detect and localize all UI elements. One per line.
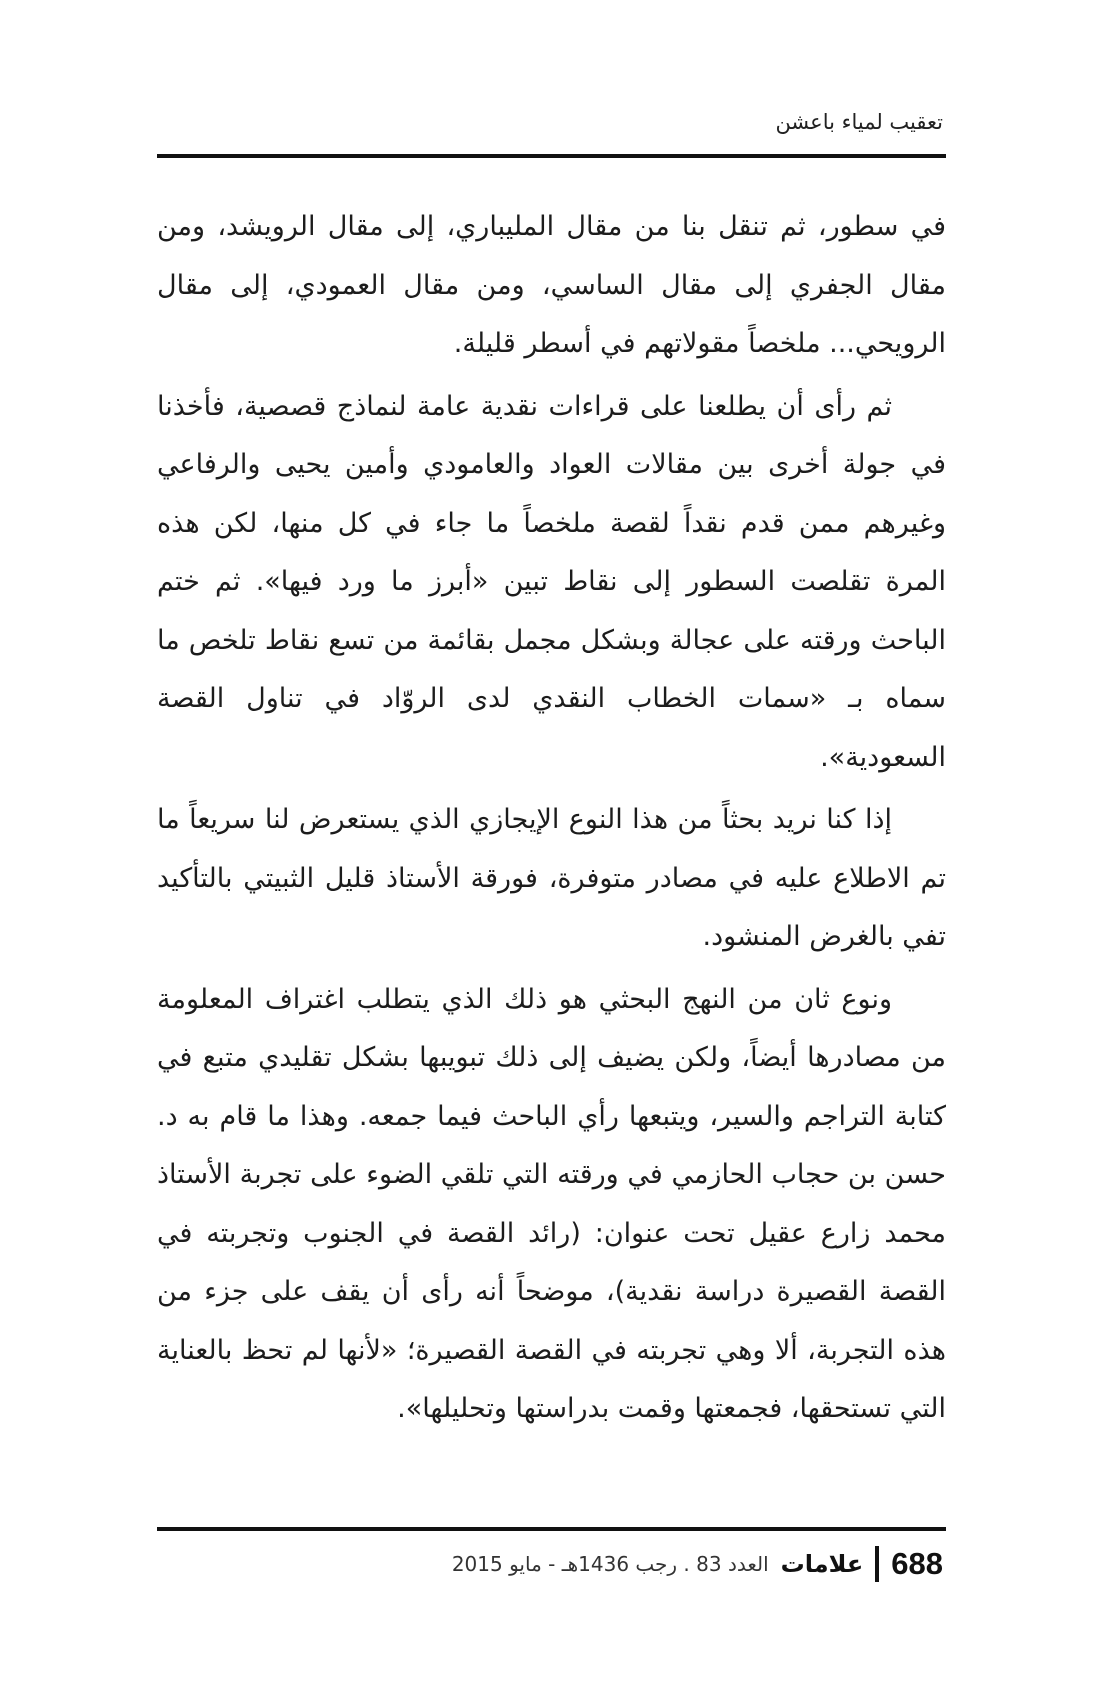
- journal-logo: علامات: [780, 1550, 864, 1578]
- page-number: 688: [891, 1546, 943, 1581]
- paragraph-4: ونوع ثان من النهج البحثي هو ذلك الذي يتطلب اغتراف المعلومة من مصادرها أيضاً، ولكن يضيف إلى ذلك تبويبها بشكل تقليدي متبع في كتابة التراجم والسير، ويتبعها رأي الباحث فيما جمعه. وهذا ما قام به د. حسن بن حجاب الحازمي في ورقته التي تلقي الضوء على تجربة الأستاذ محمد زارع عقيل تحت عنوان: (رائد القصة في الجنوب وتجربته في القصة القصيرة دراسة نقدية)، موضحاً أنه رأى أن يقف على جزء من هذه التجربة، ألا وهي تجربته في القصة القصيرة؛ «لأنها لم تحظ بالعناية التي تستحقها، فجمعتها وقمت بدراستها وتحليلها».: [157, 983, 946, 1424]
- header-divider: [157, 154, 946, 158]
- footer-separator: [875, 1546, 879, 1582]
- issue-info: العدد 83 . رجب 1436هـ - مايو 2015: [451, 1552, 769, 1576]
- footer-divider: [157, 1527, 946, 1531]
- paragraph-3: إذا كنا نريد بحثاً من هذا النوع الإيجازي الذي يستعرض لنا سريعاً ما تم الاطلاع عليه في مصادر متوفرة، فورقة الأستاذ قليل الثبيتي بالتأكيد تفي بالغرض المنشود.: [157, 804, 946, 952]
- paragraph-2: ثم رأى أن يطلعنا على قراءات نقدية عامة لنماذج قصصية، فأخذنا في جولة أخرى بين مقالات العواد والعامودي وأمين يحيى والرفاعي وغيرهم ممن قدم نقداً لقصة ملخصاً ما جاء في كل منها، لكن هذه المرة تقلصت السطور إلى نقاط تبين «أبرز ما ورد فيها». ثم ختم الباحث ورقته على عجالة وبشكل مجمل بقائمة من تسع نقاط تلخص ما سماه بـ «سمات الخطاب النقدي لدى الروّاد في تناول القصة السعودية».: [157, 390, 946, 773]
- article-body: [157, 198, 946, 1443]
- paragraph-1: في سطور، ثم تنقل بنا من مقال المليباري، إلى مقال الرويشد، ومن مقال الجفري إلى مقال الساسي، ومن مقال العمودي، إلى مقال الرويحي... ملخصاً مقولاتهم في أسطر قليلة.: [157, 211, 946, 359]
- running-header-title: تعقيب لمياء باعشن: [775, 110, 943, 134]
- page-footer: [452, 1542, 943, 1586]
